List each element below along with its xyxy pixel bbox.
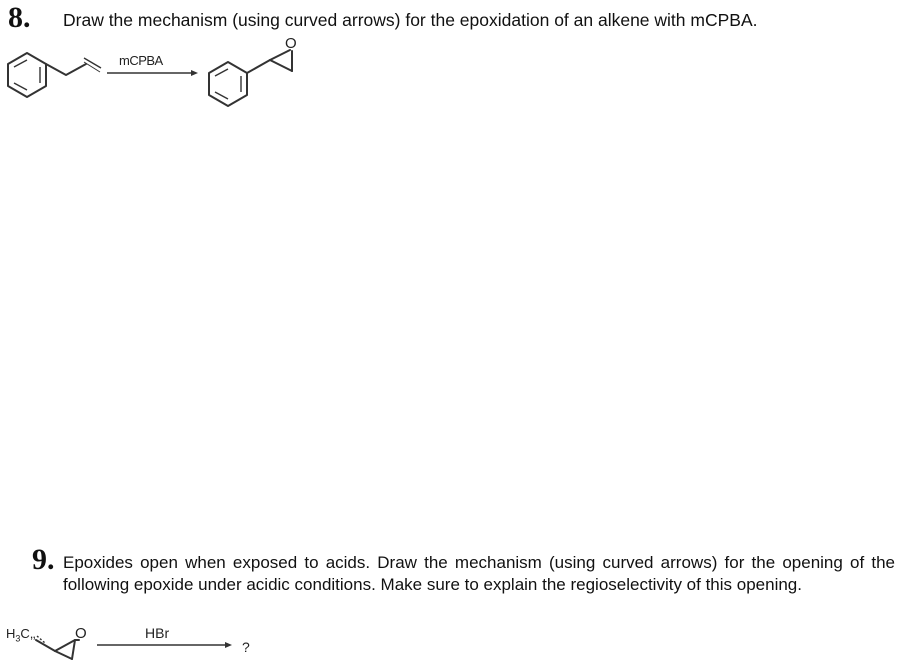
question-8-prompt: Draw the mechanism (using curved arrows) for the epoxidation of an alkene with mCPBA. <box>63 10 758 30</box>
question-9-prompt: Epoxides open when exposed to acids. Draw the mechanism (using curved arrows) for the opening of the following epoxide under acidic conditions. Make sure to explain the regioselectivity of this opening. <box>63 553 895 594</box>
q9-methyl-label: $H_3C$,, <box>6 626 36 644</box>
q9-reagent-label: HBr <box>145 625 170 641</box>
q9-product-unknown: ? <box>242 639 250 655</box>
q8-reaction-arrow <box>107 70 198 76</box>
methyl-epoxide-structure <box>36 636 79 659</box>
question-8-number: 8. <box>8 1 31 34</box>
styrene-oxide-structure <box>209 50 292 106</box>
styrene-structure <box>8 53 101 97</box>
q9-epoxide-oxygen: O <box>75 625 87 642</box>
q9-reaction-arrow <box>97 642 232 648</box>
q8-epoxide-oxygen: O <box>285 35 297 52</box>
question-9-number: 9. <box>32 543 55 576</box>
q8-reagent-label: mCPBA <box>119 53 163 68</box>
